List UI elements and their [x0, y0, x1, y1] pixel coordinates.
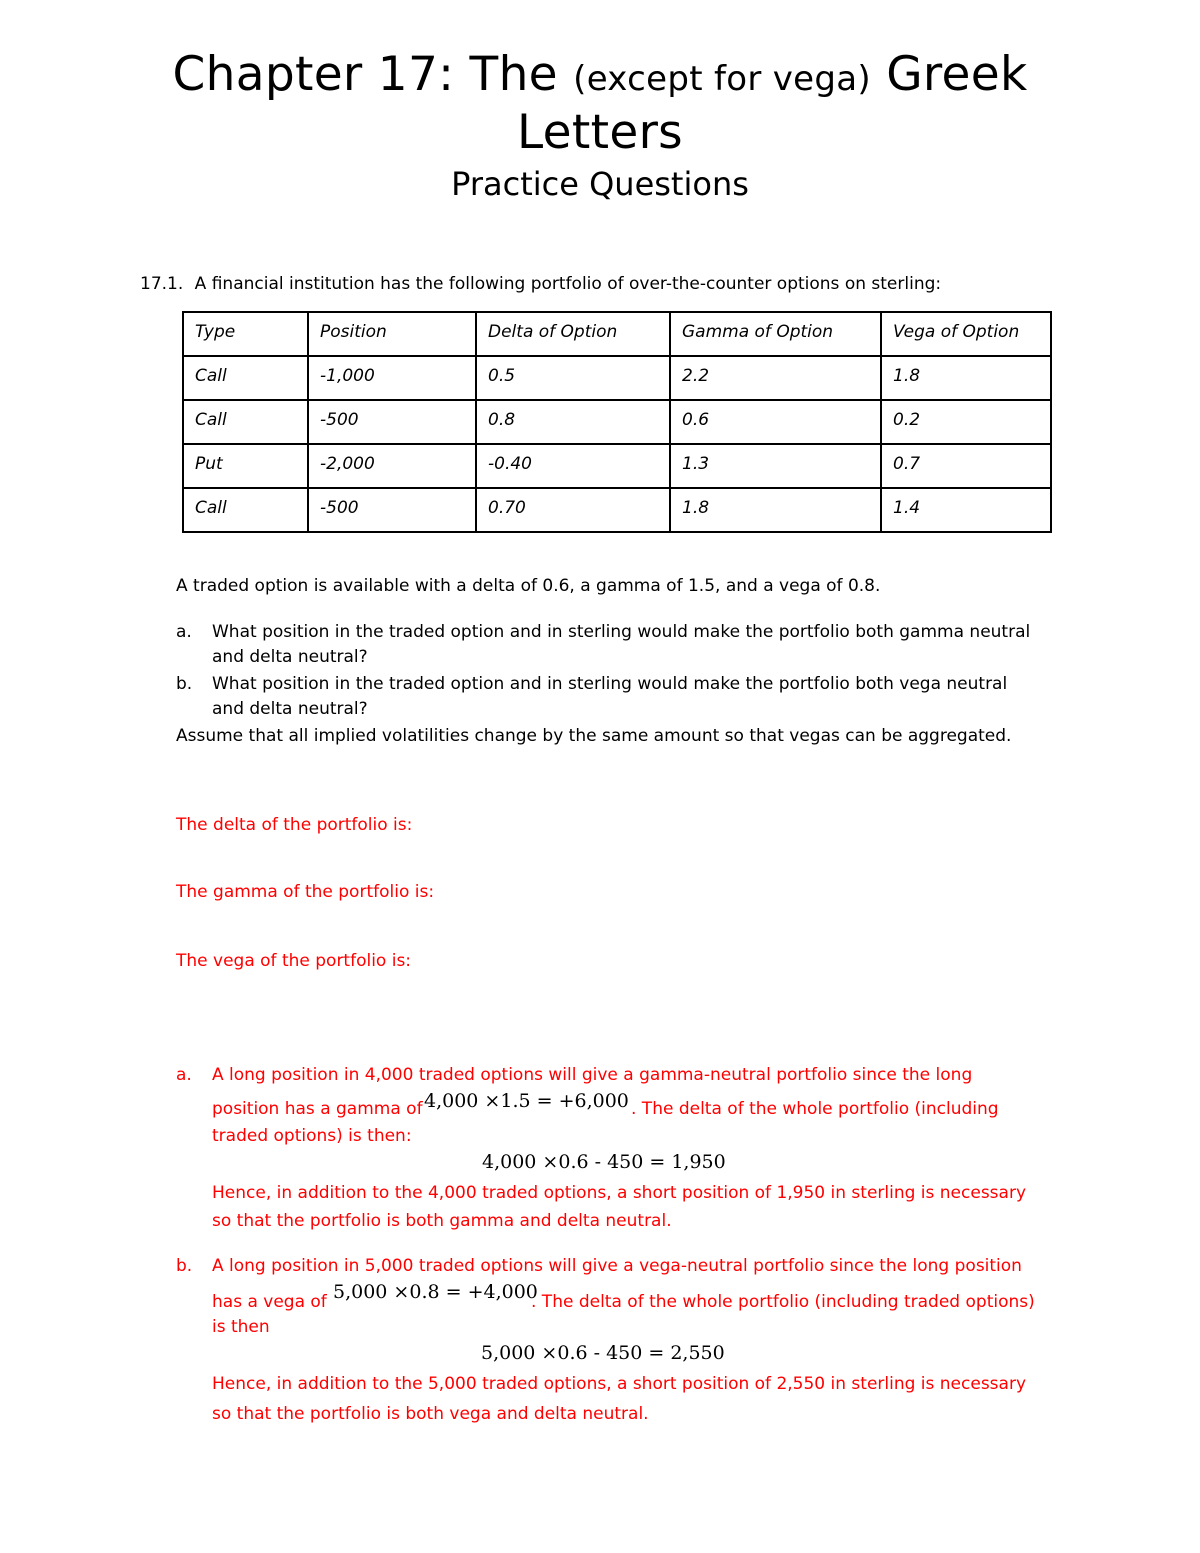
answer-a-inline-equation: 4,000 ×1.5 = +6,000	[424, 1090, 629, 1112]
part-a-line1: What position in the traded option and in sterling would make the portfolio both gamma neutral	[212, 622, 1031, 642]
table-cell: 1.8	[881, 356, 1051, 400]
traded-option-text: A traded option is available with a delta of 0.6, a gamma of 1.5, and a vega of 0.8.	[176, 576, 881, 596]
table-row	[183, 488, 1051, 532]
delta-of-portfolio-line: The delta of the portfolio is:	[176, 815, 413, 835]
answer-a-line5: so that the portfolio is both gamma and delta neutral.	[212, 1211, 672, 1231]
title-part2: Greek	[886, 47, 1028, 102]
table-cell: 0.8	[476, 400, 670, 444]
assumption-text: Assume that all implied volatilities change by the same amount so that vegas can be aggregated.	[176, 726, 1012, 746]
title-part1: Chapter 17: The	[172, 47, 558, 102]
table-cell: Call	[183, 400, 308, 444]
table-row	[183, 400, 1051, 444]
answer-b-label: b.	[176, 1256, 193, 1276]
table-cell: -1,000	[308, 356, 476, 400]
table-cell: 0.5	[476, 356, 670, 400]
table-header-cell: Position	[308, 312, 476, 356]
answer-a-label: a.	[176, 1065, 192, 1085]
table-cell: 1.4	[881, 488, 1051, 532]
answer-b-inline-equation: 5,000 ×0.8 = +4,000	[333, 1281, 538, 1303]
question-intro	[140, 272, 941, 296]
table-cell: -500	[308, 488, 476, 532]
table-cell: 2.2	[670, 356, 881, 400]
part-b-line2: and delta neutral?	[212, 699, 368, 719]
answer-b-line5: so that the portfolio is both vega and delta neutral.	[212, 1404, 649, 1424]
part-b-label: b.	[176, 674, 193, 694]
table-row	[183, 356, 1051, 400]
title-line2: Letters	[517, 105, 683, 160]
answer-a-line1: A long position in 4,000 traded options will give a gamma-neutral portfolio since the long	[212, 1065, 973, 1085]
table-cell: -2,000	[308, 444, 476, 488]
table-cell: -500	[308, 400, 476, 444]
table-cell: Call	[183, 356, 308, 400]
answer-a-line2-before: position has a gamma of	[212, 1099, 423, 1119]
vega-of-portfolio-line: The vega of the portfolio is:	[176, 951, 412, 971]
answer-b-line3: is then	[212, 1317, 270, 1337]
table-cell: 0.7	[881, 444, 1051, 488]
answer-a-line4: Hence, in addition to the 4,000 traded options, a short position of 1,950 in sterling is necessary	[212, 1183, 1027, 1203]
table-header-cell: Gamma of Option	[670, 312, 881, 356]
part-a-line2: and delta neutral?	[212, 647, 368, 667]
table-cell: 1.3	[670, 444, 881, 488]
table-header-cell: Delta of Option	[476, 312, 670, 356]
title-parenthetical: (except for vega)	[573, 59, 871, 99]
page-title	[0, 46, 1200, 108]
table-cell: 0.2	[881, 400, 1051, 444]
answer-b-line2-before: has a vega of	[212, 1292, 327, 1312]
answer-b-display-equation: 5,000 ×0.6 - 450 = 2,550	[481, 1342, 725, 1364]
table-header-cell: Vega of Option	[881, 312, 1051, 356]
answer-b-line2-after: . The delta of the whole portfolio (including traded options)	[531, 1292, 1035, 1312]
table-cell: 0.6	[670, 400, 881, 444]
page-subtitle: Practice Questions	[451, 165, 749, 203]
gamma-of-portfolio-line: The gamma of the portfolio is:	[176, 882, 435, 902]
options-table	[182, 311, 1052, 533]
table-header-cell: Type	[183, 312, 308, 356]
table-cell: Call	[183, 488, 308, 532]
answer-a-line2-after: . The delta of the whole portfolio (including	[631, 1099, 999, 1119]
answer-a-display-equation: 4,000 ×0.6 - 450 = 1,950	[482, 1151, 726, 1173]
part-a-label: a.	[176, 622, 192, 642]
answer-a-line3: traded options) is then:	[212, 1126, 412, 1146]
table-header-row	[183, 312, 1051, 356]
answer-b-line1: A long position in 5,000 traded options will give a vega-neutral portfolio since the long position	[212, 1256, 1022, 1276]
table-cell: -0.40	[476, 444, 670, 488]
table-cell: 1.8	[670, 488, 881, 532]
answer-b-line4: Hence, in addition to the 5,000 traded options, a short position of 2,550 in sterling is necessary	[212, 1374, 1027, 1394]
question-number: 17.1.	[140, 274, 184, 294]
table-cell: Put	[183, 444, 308, 488]
table-row	[183, 444, 1051, 488]
question-intro-text: A financial institution has the following portfolio of over-the-counter options on sterling:	[194, 274, 942, 294]
table-cell: 0.70	[476, 488, 670, 532]
part-b-line1: What position in the traded option and in sterling would make the portfolio both vega neutral	[212, 674, 1008, 694]
